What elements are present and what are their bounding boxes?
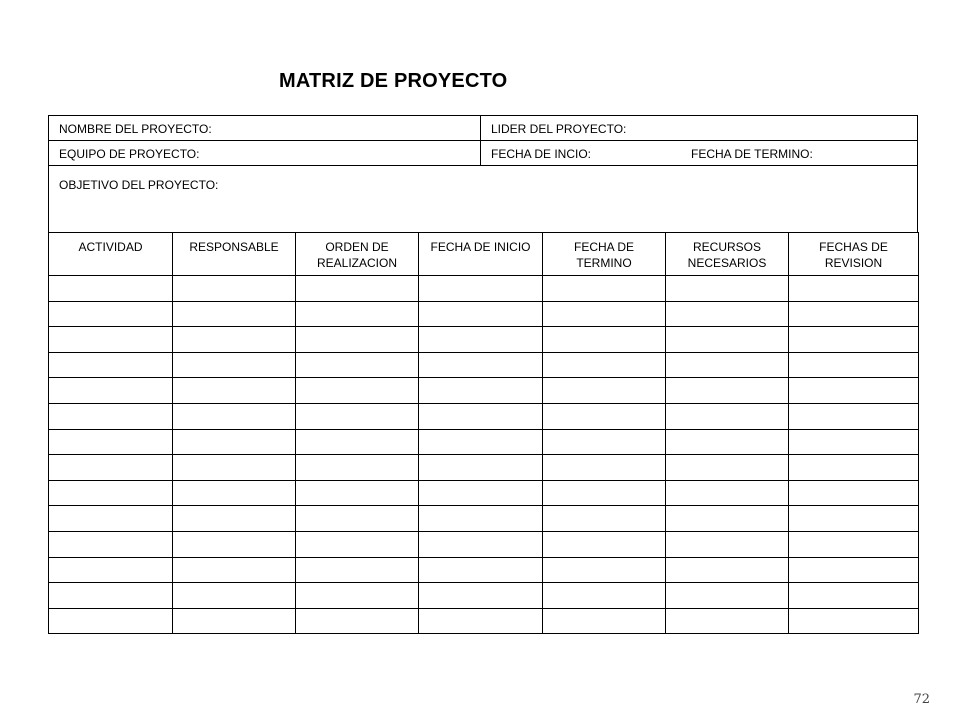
- table-cell[interactable]: [666, 276, 789, 302]
- column-header-resources: RECURSOS NECESARIOS: [666, 233, 789, 276]
- column-header-start-date: FECHA DE INICIO: [419, 233, 543, 276]
- table-cell[interactable]: [543, 506, 666, 532]
- table-cell[interactable]: [666, 531, 789, 557]
- table-cell[interactable]: [296, 327, 419, 353]
- table-cell[interactable]: [419, 301, 543, 327]
- table-cell[interactable]: [789, 403, 919, 429]
- table-cell[interactable]: [543, 352, 666, 378]
- table-cell[interactable]: [173, 301, 296, 327]
- table-row: [49, 506, 919, 532]
- table-row: [49, 403, 919, 429]
- table-cell[interactable]: [789, 506, 919, 532]
- table-cell[interactable]: [419, 276, 543, 302]
- table-cell[interactable]: [666, 506, 789, 532]
- table-cell[interactable]: [419, 506, 543, 532]
- activity-table: [48, 232, 919, 634]
- table-row: [49, 455, 919, 481]
- table-cell[interactable]: [789, 301, 919, 327]
- table-cell[interactable]: [173, 480, 296, 506]
- table-row: [49, 276, 919, 302]
- table-cell[interactable]: [296, 583, 419, 609]
- table-cell[interactable]: [49, 583, 173, 609]
- table-cell[interactable]: [173, 583, 296, 609]
- table-cell[interactable]: [296, 429, 419, 455]
- column-header-review-dates: FECHAS DE REVISION: [789, 233, 919, 276]
- table-header-row: [49, 233, 919, 276]
- table-cell[interactable]: [419, 403, 543, 429]
- table-cell[interactable]: [296, 276, 419, 302]
- table-cell[interactable]: [173, 506, 296, 532]
- table-cell[interactable]: [49, 378, 173, 404]
- table-cell[interactable]: [419, 352, 543, 378]
- table-cell[interactable]: [543, 480, 666, 506]
- table-row: [49, 557, 919, 583]
- table-cell[interactable]: [789, 327, 919, 353]
- table-cell[interactable]: [543, 429, 666, 455]
- table-cell[interactable]: [789, 429, 919, 455]
- table-cell[interactable]: [789, 557, 919, 583]
- project-leader-field: [481, 116, 917, 140]
- table-row: [49, 429, 919, 455]
- table-cell[interactable]: [296, 301, 419, 327]
- table-row: [49, 378, 919, 404]
- table-cell[interactable]: [419, 327, 543, 353]
- column-header-activity: ACTIVIDAD: [49, 233, 173, 276]
- table-cell[interactable]: [543, 378, 666, 404]
- table-cell[interactable]: [49, 608, 173, 634]
- table-cell[interactable]: [173, 403, 296, 429]
- table-cell[interactable]: [543, 531, 666, 557]
- table-cell[interactable]: [789, 608, 919, 634]
- table-cell[interactable]: [49, 403, 173, 429]
- table-row: [49, 301, 919, 327]
- table-cell[interactable]: [173, 455, 296, 481]
- table-cell[interactable]: [666, 480, 789, 506]
- table-cell[interactable]: [49, 531, 173, 557]
- table-cell[interactable]: [666, 455, 789, 481]
- table-cell[interactable]: [666, 557, 789, 583]
- table-cell[interactable]: [543, 327, 666, 353]
- table-row: [49, 480, 919, 506]
- table-cell[interactable]: [419, 557, 543, 583]
- table-body: [49, 276, 919, 634]
- project-name-label: NOMBRE DEL PROYECTO:: [59, 122, 212, 136]
- table-cell[interactable]: [49, 327, 173, 353]
- project-leader-label: LIDER DEL PROYECTO:: [491, 122, 627, 136]
- end-date-label: FECHA DE TERMINO:: [691, 147, 813, 161]
- table-cell[interactable]: [666, 378, 789, 404]
- table-cell[interactable]: [49, 352, 173, 378]
- table-row: [49, 531, 919, 557]
- table-cell[interactable]: [789, 480, 919, 506]
- table-cell[interactable]: [419, 480, 543, 506]
- table-cell[interactable]: [543, 455, 666, 481]
- start-date-label: FECHA DE INCIO:: [491, 147, 592, 161]
- column-header-order: ORDEN DE REALIZACION: [296, 233, 419, 276]
- table-cell[interactable]: [296, 608, 419, 634]
- project-matrix-form: [48, 115, 918, 634]
- info-row-team-dates: [48, 140, 918, 165]
- project-objective-field: [48, 165, 918, 232]
- table-row: [49, 583, 919, 609]
- table-cell[interactable]: [173, 608, 296, 634]
- table-cell[interactable]: [296, 480, 419, 506]
- table-cell[interactable]: [543, 276, 666, 302]
- project-objective-label: OBJETIVO DEL PROYECTO:: [59, 178, 219, 192]
- table-cell[interactable]: [666, 608, 789, 634]
- table-cell[interactable]: [543, 403, 666, 429]
- table-cell[interactable]: [419, 455, 543, 481]
- table-cell[interactable]: [666, 403, 789, 429]
- table-cell[interactable]: [296, 557, 419, 583]
- table-cell[interactable]: [49, 276, 173, 302]
- column-header-end-date: FECHA DE TERMINO: [543, 233, 666, 276]
- table-row: [49, 327, 919, 353]
- table-cell[interactable]: [543, 583, 666, 609]
- table-cell[interactable]: [173, 352, 296, 378]
- table-cell[interactable]: [666, 583, 789, 609]
- table-cell[interactable]: [789, 531, 919, 557]
- table-row: [49, 608, 919, 634]
- table-cell[interactable]: [419, 429, 543, 455]
- table-cell[interactable]: [173, 531, 296, 557]
- table-cell[interactable]: [666, 301, 789, 327]
- table-cell[interactable]: [666, 352, 789, 378]
- table-cell[interactable]: [49, 301, 173, 327]
- table-cell[interactable]: [296, 378, 419, 404]
- table-cell[interactable]: [296, 352, 419, 378]
- table-cell[interactable]: [173, 276, 296, 302]
- table-cell[interactable]: [789, 378, 919, 404]
- table-cell[interactable]: [173, 557, 296, 583]
- table-cell[interactable]: [789, 455, 919, 481]
- info-row-name-leader: [48, 115, 918, 140]
- table-cell[interactable]: [419, 608, 543, 634]
- column-header-responsible: RESPONSABLE: [173, 233, 296, 276]
- table-cell[interactable]: [419, 378, 543, 404]
- page-number: 72: [913, 692, 930, 707]
- table-cell[interactable]: [666, 429, 789, 455]
- page-title: MATRIZ DE PROYECTO: [279, 70, 508, 92]
- table-row: [49, 352, 919, 378]
- table-cell[interactable]: [543, 301, 666, 327]
- table-cell[interactable]: [543, 557, 666, 583]
- table-cell[interactable]: [296, 506, 419, 532]
- table-cell[interactable]: [296, 403, 419, 429]
- table-cell[interactable]: [49, 429, 173, 455]
- table-cell[interactable]: [49, 455, 173, 481]
- table-cell[interactable]: [173, 327, 296, 353]
- project-name-field: [49, 116, 481, 140]
- table-cell[interactable]: [543, 608, 666, 634]
- table-cell[interactable]: [296, 455, 419, 481]
- table-cell[interactable]: [49, 480, 173, 506]
- table-cell[interactable]: [296, 531, 419, 557]
- table-cell[interactable]: [789, 276, 919, 302]
- table-cell[interactable]: [49, 506, 173, 532]
- table-cell[interactable]: [419, 531, 543, 557]
- project-team-field: [49, 141, 481, 165]
- table-cell[interactable]: [666, 327, 789, 353]
- project-team-label: EQUIPO DE PROYECTO:: [59, 147, 200, 161]
- table-cell[interactable]: [419, 583, 543, 609]
- table-cell[interactable]: [789, 352, 919, 378]
- table-cell[interactable]: [789, 583, 919, 609]
- table-cell[interactable]: [173, 429, 296, 455]
- project-dates-field: [481, 141, 917, 165]
- table-cell[interactable]: [49, 557, 173, 583]
- table-cell[interactable]: [173, 378, 296, 404]
